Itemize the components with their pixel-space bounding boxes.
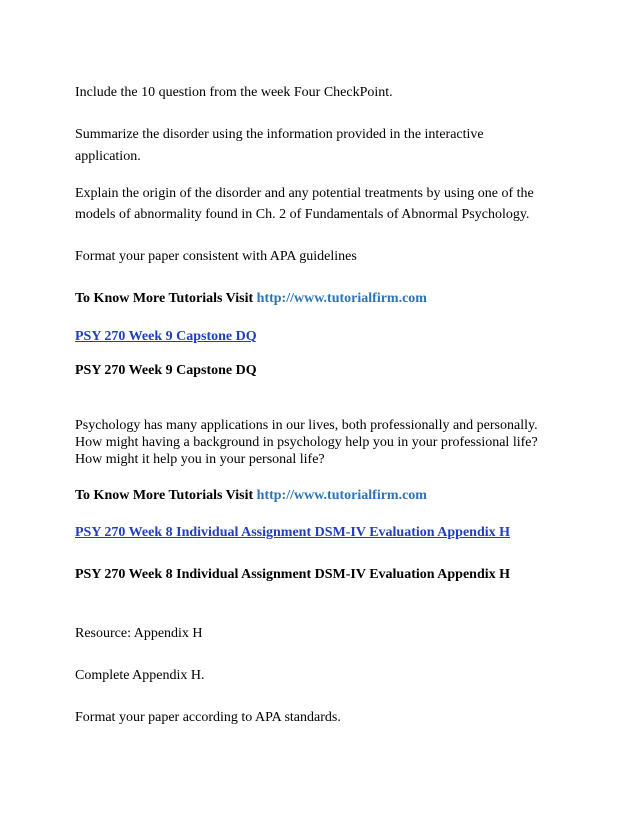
paragraph-summarize-line-1: Summarize the disorder using the information provided in the interactive [75,127,484,142]
paragraph-summarize-line-2: application. [75,149,141,164]
promo-text-2: To Know More Tutorials Visit [75,488,257,503]
paragraph-psychology-line-3: How might it help you in your personal life? [75,452,325,467]
paragraph-complete-appendix: Complete Appendix H. [75,668,205,683]
promo-text-1: To Know More Tutorials Visit [75,291,257,306]
paragraph-psychology-line-1: Psychology has many applications in our lives, both professionally and personally. [75,418,538,433]
promo-url-1[interactable]: http://www.tutorialfirm.com [256,291,427,306]
paragraph-format-apa: Format your paper consistent with APA guidelines [75,249,357,264]
promo-line-1 [75,290,427,307]
paragraph-explain-line-1: Explain the origin of the disorder and any potential treatments by using one of the [75,186,534,201]
paragraph-psychology-line-2: How might having a background in psychology help you in your professional life? [75,435,538,450]
paragraph-resource: Resource: Appendix H [75,626,203,641]
promo-url-2[interactable]: http://www.tutorialfirm.com [256,488,427,503]
link-dsm-iv-evaluation[interactable]: PSY 270 Week 8 Individual Assignment DSM-IV Evaluation Appendix H [75,525,511,540]
paragraph-format-apa-standards: Format your paper according to APA standards. [75,710,341,725]
heading-dsm-iv-evaluation: PSY 270 Week 8 Individual Assignment DSM-IV Evaluation Appendix H [75,567,511,582]
promo-line-2 [75,487,427,504]
heading-capstone-dq: PSY 270 Week 9 Capstone DQ [75,363,257,378]
link-capstone-dq[interactable]: PSY 270 Week 9 Capstone DQ [75,329,257,344]
paragraph-explain-line-2: models of abnormality found in Ch. 2 of Fundamentals of Abnormal Psychology. [75,207,530,222]
paragraph-include-questions: Include the 10 question from the week Four CheckPoint. [75,85,393,100]
